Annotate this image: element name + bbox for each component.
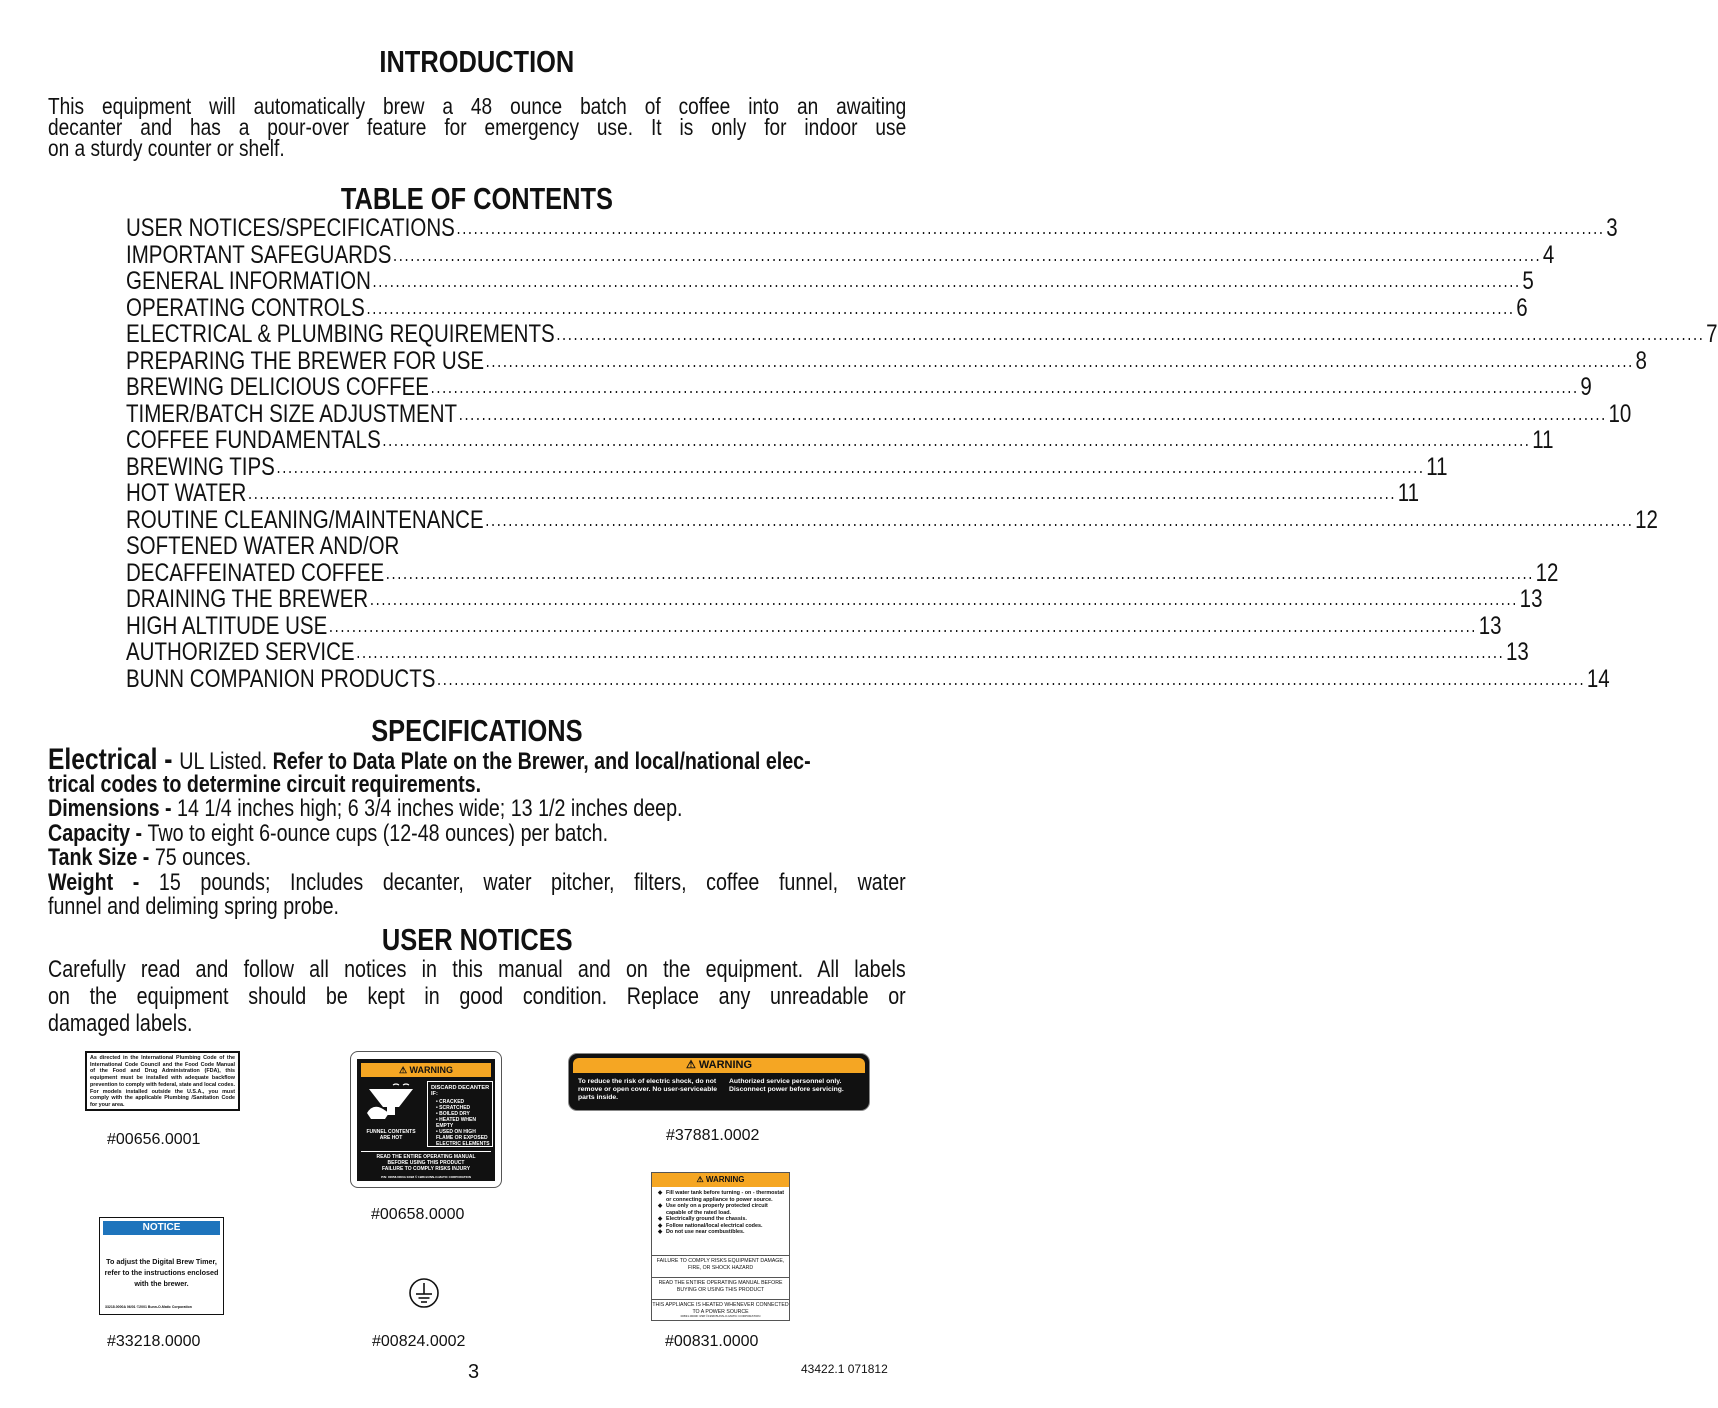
toc-title: BREWING DELICIOUS COFFEE xyxy=(126,373,429,401)
toc-page-number: 8 xyxy=(1635,346,1647,375)
toc-title: ELECTRICAL & PLUMBING REQUIREMENTS xyxy=(126,320,555,348)
toc-title: AUTHORIZED SERVICE xyxy=(126,638,355,666)
toc-entry xyxy=(126,638,1529,666)
spec-weight-text-2: funnel and deliming spring probe. xyxy=(48,893,340,920)
discard-reasons-list xyxy=(431,1099,491,1147)
label-footer: 33218.0000A 06/01 ©2001 Bunn-O-Matic Corporation xyxy=(105,1305,192,1309)
label-number-37881: #37881.0002 xyxy=(666,1127,760,1144)
toc-page-number: 14 xyxy=(1586,664,1610,693)
label-number-00831: #00831.0000 xyxy=(665,1333,759,1350)
discard-decanter-title: DISCARD DECANTER IF: xyxy=(431,1085,490,1097)
timer-notice-label xyxy=(99,1217,224,1315)
toc-entry xyxy=(126,320,1718,348)
toc-title: PREPARING THE BREWER FOR USE xyxy=(126,346,485,375)
toc-page-number: 7 xyxy=(1706,320,1718,348)
toc-leader-dots: ........................................................................................................................................................................................................ xyxy=(458,403,1607,424)
toc-entry xyxy=(126,214,1618,242)
toc-title: HIGH ALTITUDE USE xyxy=(126,611,328,640)
user-notices-text: Carefully read and follow all notices in this manual and on the equipment. All labels on the equipment should be kept in good condition. Replace any unreadable or damaged labels. xyxy=(48,956,906,1037)
toc-entry xyxy=(126,399,1632,428)
warning-banner: ⚠ WARNING xyxy=(361,1063,491,1077)
toc-leader-dots: ........................................................................................................................................................................................................ xyxy=(247,483,1397,503)
discard-reason: • USED ON HIGH FLAME OR EXPOSED ELECTRIC ELEMENTS xyxy=(436,1129,490,1147)
toc-title: ROUTINE CLEANING/MAINTENANCE xyxy=(126,505,484,534)
shock-warning-label xyxy=(568,1053,870,1111)
table-of-contents xyxy=(126,214,1718,693)
toc-leader-dots: ........................................................................................................................................................................................................ xyxy=(372,271,1521,291)
toc-heading: TABLE OF CONTENTS xyxy=(340,181,614,216)
toc-entry xyxy=(126,479,1420,507)
label-footer: P/N: 00658.0000A 03/98 © 1988 BUNN-O-MATIC CORPORATION xyxy=(381,1175,471,1179)
toc-leader-dots: ........................................................................................................................................................................................................ xyxy=(328,615,1478,636)
toc-title: OPERATING CONTROLS xyxy=(126,293,365,322)
toc-entry xyxy=(126,533,716,560)
toc-leader-dots: ........................................................................................................................................................................................................ xyxy=(366,297,1515,318)
toc-entry xyxy=(126,373,1592,401)
toc-page-number: 10 xyxy=(1608,399,1632,428)
toc-entry xyxy=(126,505,1658,534)
toc-page-number: 9 xyxy=(1580,373,1592,401)
hand-funnel-icon xyxy=(363,1083,419,1123)
spec-dimensions-text: 14 1/4 inches high; 6 3/4 inches wide; 13 1/2 inches deep. xyxy=(177,795,683,822)
toc-page-number: 6 xyxy=(1516,293,1528,322)
electrical-warning-item: ◆ Electrically ground the chassis. xyxy=(656,1216,788,1223)
risk-injury-text: FAILURE TO COMPLY RISKS INJURY xyxy=(381,1166,471,1172)
toc-entry xyxy=(126,267,1534,295)
toc-entry xyxy=(126,611,1502,640)
toc-leader-dots: ........................................................................................................................................................................................................ xyxy=(437,668,1586,689)
toc-page-number: 3 xyxy=(1606,214,1618,242)
electrical-warning-item: ◆ Do not use near combustibles. xyxy=(656,1229,788,1236)
timer-notice-text: To adjust the Digital Brew Timer, refer to the instructions enclosed with the brewer. xyxy=(104,1257,219,1288)
toc-page-number: 13 xyxy=(1478,611,1502,640)
label-number-00824: #00824.0002 xyxy=(372,1333,466,1350)
toc-page-number: 11 xyxy=(1397,479,1420,507)
label-footer: 00831.0000F 3/98 ©1998 BUNN-O-MATIC CORPORATION xyxy=(680,1314,761,1318)
toc-page-number: 12 xyxy=(1535,558,1559,587)
discard-reason: • HEATED WHEN EMPTY xyxy=(436,1117,476,1129)
toc-title: HOT WATER xyxy=(126,479,247,507)
toc-title: BREWING TIPS xyxy=(126,452,275,481)
toc-entry xyxy=(126,426,1554,454)
page-number: 3 xyxy=(468,1361,480,1383)
ground-symbol-icon xyxy=(408,1277,440,1309)
intro-text: This equipment will automatically brew a 48 ounce batch of coffee into an awaiting decanter and has a pour-over feature for emergency use. It is only for indoor use on a sturdy counter or shelf. xyxy=(48,93,907,161)
toc-page-number: 11 xyxy=(1532,426,1554,454)
toc-entry xyxy=(126,558,1559,587)
toc-leader-dots: ........................................................................................................................................................................................................ xyxy=(430,377,1579,397)
toc-leader-dots: ........................................................................................................................................................................................................ xyxy=(485,509,1634,530)
toc-page-number: 11 xyxy=(1426,452,1448,481)
spec-electrical-label: Electrical - xyxy=(48,743,180,776)
discard-reason: • CRACKED xyxy=(436,1099,465,1105)
spec-electrical-text: UL Listed. xyxy=(179,748,273,775)
toc-page-number: 5 xyxy=(1522,267,1534,295)
toc-page-number: 13 xyxy=(1506,638,1529,666)
label-number-00656: #00656.0001 xyxy=(107,1131,201,1148)
toc-leader-dots: ........................................................................................................................................................................................................ xyxy=(276,456,1425,477)
spec-capacity-label: Capacity - xyxy=(48,819,148,847)
electrical-warning-item: ◆ Fill water tank before turning - on - thermostat or connecting appliance to power source. xyxy=(656,1190,788,1203)
toc-title: TIMER/BATCH SIZE ADJUSTMENT xyxy=(126,399,458,428)
toc-leader-dots: ........................................................................................................................................................................................................ xyxy=(356,642,1505,662)
electrical-warning-label xyxy=(651,1172,790,1321)
toc-leader-dots: ........................................................................................................................................................................................................ xyxy=(382,430,1531,450)
label-number-00658: #00658.0000 xyxy=(371,1206,465,1223)
plumbing-code-text: As directed in the International Plumbing Code of the International Code Council and the Food Code Manual of the Food and Drug Administration (FDA), this equipment must be installed with adequate backflow prevention to comply with federal, state and local codes. For models installed outside the U.S.A., you must comply with the applicable Plumbing /Sanitation Code for your area. xyxy=(90,1055,235,1108)
label-number-33218: #33218.0000 xyxy=(107,1333,201,1350)
electrical-warning-list xyxy=(656,1190,788,1236)
funnel-hot-text: FUNNEL CONTENTS ARE HOT xyxy=(366,1129,416,1141)
decanter-warning-label xyxy=(350,1051,502,1188)
specs-heading: SPECIFICATIONS xyxy=(371,713,583,748)
toc-page-number: 4 xyxy=(1542,240,1555,269)
failure-warning-text: FAILURE TO COMPLY RISKS EQUIPMENT DAMAGE, FIRE, OR SHOCK HAZARD xyxy=(652,1255,789,1278)
read-manual-text: READ THE ENTIRE OPERATING MANUAL BEFORE BUYING OR USING THIS PRODUCT xyxy=(652,1277,789,1300)
spec-tank-text: 75 ounces. xyxy=(154,844,252,871)
spec-weight-label: Weight - xyxy=(48,868,159,896)
spec-dimensions-label: Dimensions - xyxy=(48,795,178,822)
intro-heading: INTRODUCTION xyxy=(379,44,575,79)
notices-heading: USER NOTICES xyxy=(381,922,573,957)
toc-title: DECAFFEINATED COFFEE xyxy=(126,558,385,587)
warning-banner: ⚠ WARNING xyxy=(652,1173,789,1187)
specifications xyxy=(48,743,906,920)
spec-electrical-note-2: trical codes to determine circuit requirements. xyxy=(48,770,482,798)
toc-title: COFFEE FUNDAMENTALS xyxy=(126,426,381,454)
toc-leader-dots: ........................................................................................................................................................................................................ xyxy=(369,589,1519,609)
toc-page-number: 13 xyxy=(1519,585,1543,613)
toc-leader-dots: ........................................................................................................................................................................................................ xyxy=(556,324,1705,344)
toc-leader-dots: ........................................................................................................................................................................................................ xyxy=(385,562,1534,583)
spec-capacity-text: Two to eight 6-ounce cups (12-48 ounces) per batch. xyxy=(147,819,609,847)
discard-reason: • SCRATCHED xyxy=(436,1105,471,1111)
toc-title: IMPORTANT SAFEGUARDS xyxy=(126,240,392,269)
toc-page-number: 12 xyxy=(1635,505,1658,534)
read-manual-text: READ THE ENTIRE OPERATING MANUAL xyxy=(376,1154,476,1160)
spec-electrical-note: Refer to Data Plate on the Brewer, and local/national elec- xyxy=(272,748,811,775)
toc-entry xyxy=(126,240,1555,269)
toc-entry xyxy=(126,585,1543,613)
toc-title: USER NOTICES/SPECIFICATIONS xyxy=(126,214,455,242)
heated-appliance-text: THIS APPLIANCE IS HEATED WHENEVER CONNECTED TO A POWER SOURCE xyxy=(652,1299,789,1322)
notice-banner: NOTICE xyxy=(103,1221,220,1235)
before-using-text: BEFORE USING THIS PRODUCT xyxy=(387,1160,465,1166)
spec-weight-text: 15 pounds; Includes decanter, water pitcher, filters, coffee funnel, water xyxy=(158,868,906,896)
toc-entry xyxy=(126,293,1528,322)
electrical-warning-item: ◆ Follow national/local electrical codes. xyxy=(656,1223,788,1230)
toc-title: GENERAL INFORMATION xyxy=(126,267,371,295)
toc-entry xyxy=(126,452,1448,481)
shock-warning-text: To reduce the risk of electric shock, do not remove or open cover. No user-serviceable parts inside. xyxy=(578,1078,718,1101)
electrical-warning-item: ◆ Use only on a properly protected circuit capable of the rated load. xyxy=(656,1203,788,1216)
discard-reason: • BOILED DRY xyxy=(436,1111,470,1117)
toc-title: DRAINING THE BREWER xyxy=(126,585,369,613)
toc-entry xyxy=(126,664,1610,693)
toc-title: BUNN COMPANION PRODUCTS xyxy=(126,664,436,693)
plumbing-code-label xyxy=(85,1051,240,1111)
document-code: 43422.1 071812 xyxy=(801,1362,888,1376)
service-warning-text: Authorized service personnel only. Disconnect power before servicing. xyxy=(729,1078,844,1093)
toc-entry xyxy=(126,346,1647,375)
toc-leader-dots: ........................................................................................................................................................................................................ xyxy=(393,244,1542,265)
warning-banner: ⚠ WARNING xyxy=(573,1058,865,1073)
toc-leader-dots: ........................................................................................................................................................................................................ xyxy=(485,350,1634,371)
toc-leader-dots: ........................................................................................................................................................................................................ xyxy=(456,218,1605,238)
spec-tank-label: Tank Size - xyxy=(48,844,155,871)
toc-title: SOFTENED WATER AND/OR xyxy=(126,532,400,560)
